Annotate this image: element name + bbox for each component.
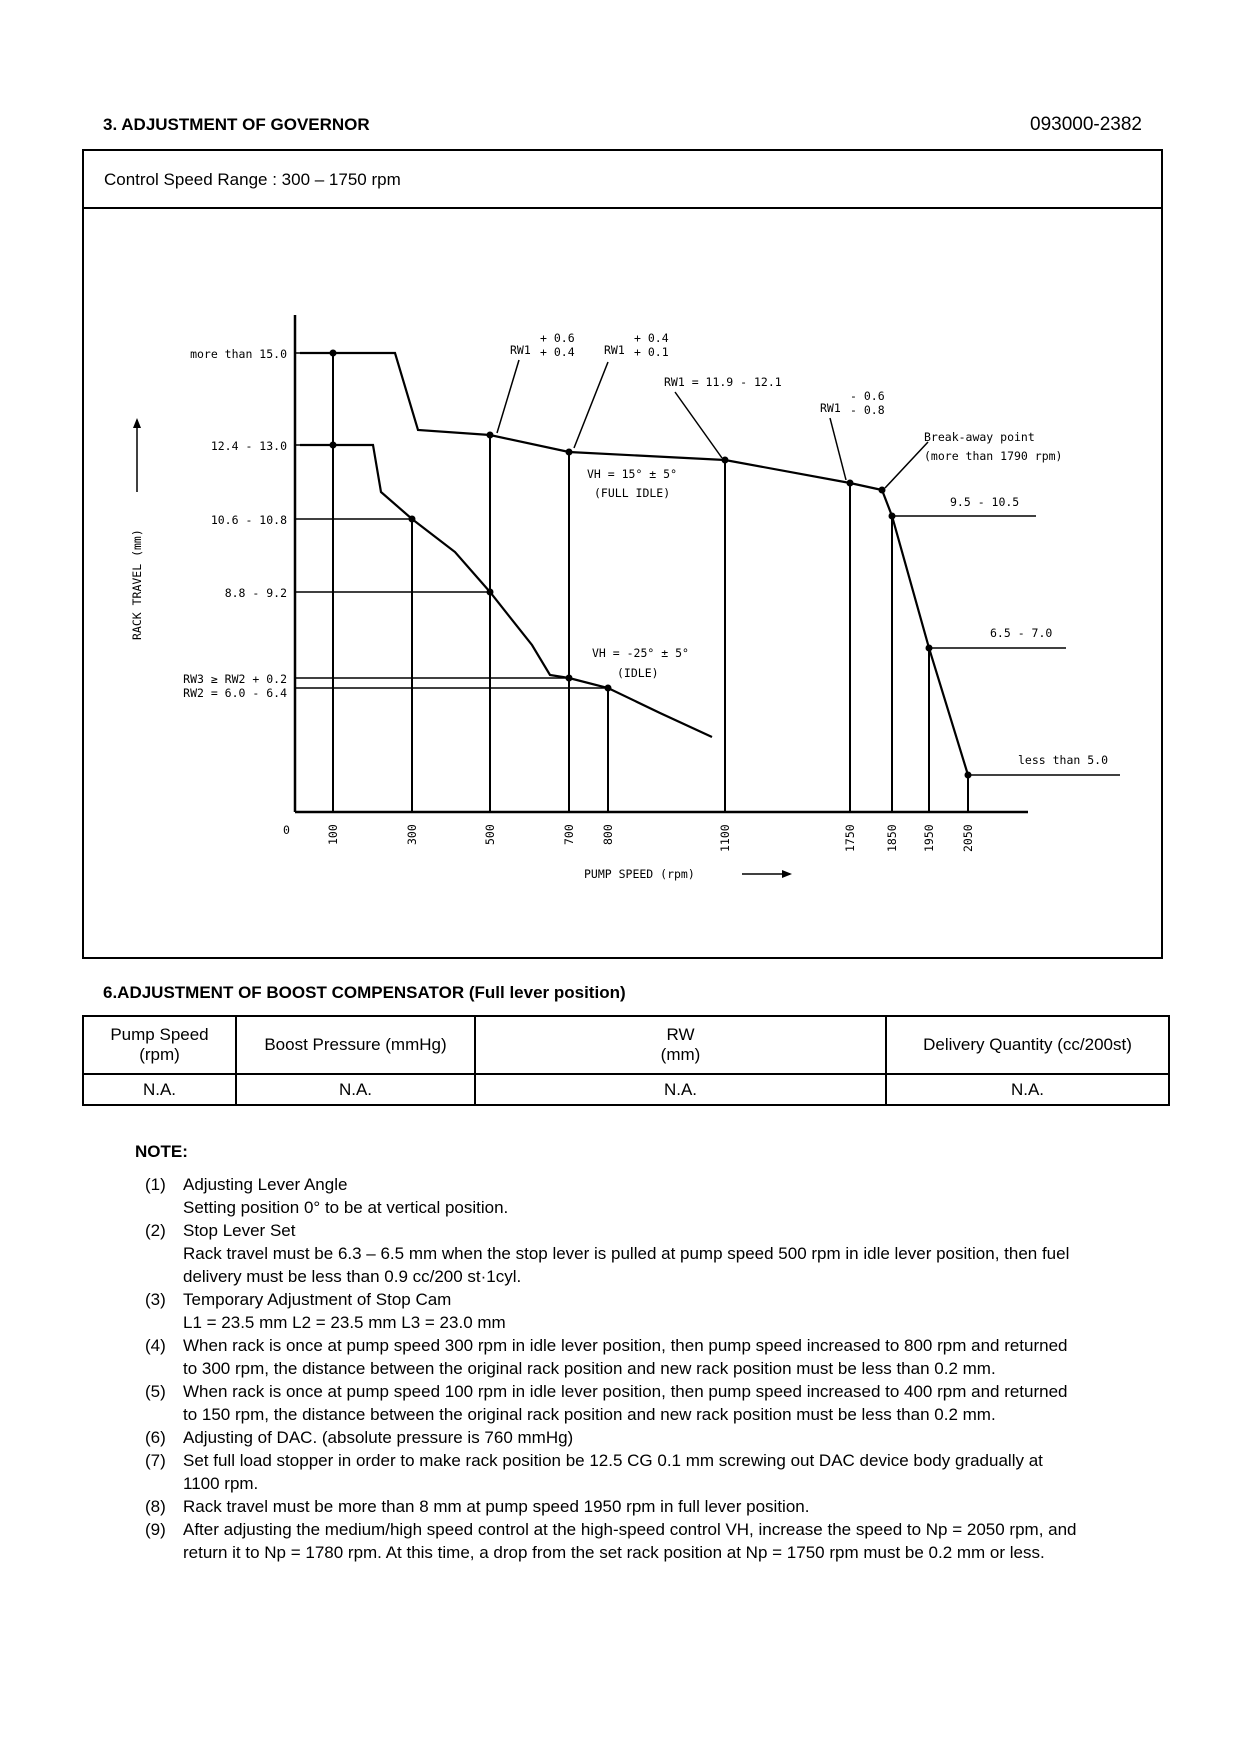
note-line: Stop Lever Set [183,1221,296,1240]
note-number: (4) [145,1336,166,1355]
note-number: (3) [145,1290,166,1309]
header-pump-speed-label: Pump Speed (rpm) [110,1025,209,1064]
annot-rw1-a-upper: + 0.6 [540,331,575,345]
header-delivery-quantity-label: Delivery Quantity (cc/200st) [923,1035,1132,1054]
vertical-lines [333,353,968,812]
annot-vh-full-1: VH = 15° ± 5° [587,467,678,481]
annot-breakaway-1: Break-away point [924,430,1035,444]
y-axis-title: RACK TRAVEL (mm) [130,529,144,640]
x-tick-1100: 1100 [718,824,732,852]
note-line: to 300 rpm, the distance between the original rack position and new rack position must be less than 0.2 mm. [183,1359,996,1378]
note-line: 1100 rpm. [183,1474,259,1493]
note-line: Adjusting of DAC. (absolute pressure is 760 mmHg) [183,1428,574,1447]
note-line: Setting position 0° to be at vertical position. [183,1198,509,1217]
x-axis-title: PUMP SPEED (rpm) [584,867,695,881]
annot-vh-full-2: (FULL IDLE) [594,486,671,500]
note-number: (9) [145,1520,166,1539]
section-title-governor: 3. ADJUSTMENT OF GOVERNOR [103,115,370,134]
section-title-boost: 6.ADJUSTMENT OF BOOST COMPENSATOR (Full lever position) [103,983,626,1002]
note-line: return it to Np = 1780 rpm. At this time, a drop from the set rack position at Np = 1750 rpm must be 0.2 mm or less. [183,1543,1045,1562]
note-line: Set full load stopper in order to make rack position be 12.5 CG 0.1 mm screwing out DAC device body gradually at [183,1451,1043,1470]
note-line: Temporary Adjustment of Stop Cam [183,1290,452,1309]
y-label-12-4: 12.4 - 13.0 [210,439,287,453]
note-line: Adjusting Lever Angle [183,1175,348,1194]
annot-rw1-b-lower: + 0.1 [634,345,669,359]
x-tick-700: 700 [562,824,576,845]
note-number: (2) [145,1221,166,1240]
note-number: (5) [145,1382,166,1401]
note-line: Rack travel must be 6.3 – 6.5 mm when the stop lever is pulled at pump speed 500 rpm in idle lever position, then fuel [183,1244,1070,1263]
annot-rw1-a-lower: + 0.4 [540,345,575,359]
x-tick-1950: 1950 [922,824,936,852]
y-label-more-than-15: more than 15.0 [190,347,287,361]
reference-lines [295,353,1120,775]
note-line: L1 = 23.5 mm L2 = 23.5 mm L3 = 23.0 mm [183,1313,506,1332]
note-line: When rack is once at pump speed 300 rpm in idle lever position, then pump speed increased to 800 rpm and returned [183,1336,1068,1355]
note-number: (6) [145,1428,166,1447]
document-code: 093000-2382 [1030,114,1142,135]
annot-breakaway-2: (more than 1790 rpm) [924,449,1063,463]
header-boost-pressure-label: Boost Pressure (mmHg) [264,1035,447,1054]
note-number: (7) [145,1451,166,1470]
annot-rw1-a-base: RW1 [510,343,531,357]
y-label-rw2: RW2 = 6.0 - 6.4 [183,686,287,700]
x-tick-1850: 1850 [885,824,899,852]
header-rw-label: RW (mm) [660,1025,701,1064]
header-rw [475,1016,886,1074]
note-line: After adjusting the medium/high speed control at the high-speed control VH, increase the speed to Np = 2050 rpm, and [183,1520,1077,1539]
x-tick-800: 800 [601,824,615,845]
note-number: (8) [145,1497,166,1516]
x-tick-0: 0 [283,823,290,837]
note-line: delivery must be less than 0.9 cc/200 st·1cyl. [183,1267,522,1286]
header-boost-pressure [236,1016,475,1074]
x-tick-300: 300 [405,824,419,845]
annot-rw1-c-lower: - 0.8 [850,403,885,417]
x-tick-2050: 2050 [961,824,975,852]
annot-range-65: 6.5 - 7.0 [990,626,1053,640]
table-row [83,1074,1169,1105]
header-delivery-quantity [886,1016,1169,1074]
y-label-rw3: RW3 ≥ RW2 + 0.2 [183,672,287,686]
annot-rw1-c-upper: - 0.6 [850,389,885,403]
cell-rw: N.A. [475,1074,886,1105]
note-line: to 150 rpm, the distance between the original rack position and new rack position must be less than 0.2 mm. [183,1405,996,1424]
boost-table [82,1015,1170,1106]
note-line: Rack travel must be more than 8 mm at pump speed 1950 rpm in full lever position. [183,1497,810,1516]
control-speed-range: Control Speed Range : 300 – 1750 rpm [104,170,401,189]
table-header-row [83,1016,1169,1074]
header-pump-speed [83,1016,236,1074]
cell-pump-speed: N.A. [83,1074,236,1105]
cell-boost-pressure: N.A. [236,1074,475,1105]
y-label-10-6: 10.6 - 10.8 [210,513,287,527]
notes-title: NOTE: [135,1142,188,1161]
annot-less-than-5: less than 5.0 [1018,753,1109,767]
governor-box-divider [82,207,1163,209]
annot-rw1-c-base: RW1 [820,401,841,415]
note-line: When rack is once at pump speed 100 rpm in idle lever position, then pump speed increased to 400 rpm and returned [183,1382,1068,1401]
y-label-8-8: 8.8 - 9.2 [224,586,287,600]
annot-rw1-b-upper: + 0.4 [634,331,669,345]
x-tick-100: 100 [326,824,340,845]
cell-delivery-quantity: N.A. [886,1074,1169,1105]
note-number: (1) [145,1175,166,1194]
annot-rw1-b-base: RW1 [604,343,625,357]
annot-vh-idle-1: VH = -25° ± 5° [592,646,689,660]
x-tick-500: 500 [483,824,497,845]
x-tick-1750: 1750 [843,824,857,852]
governor-chart [120,300,1120,900]
annot-vh-idle-2: (IDLE) [617,666,659,680]
annot-rw1-range: RW1 = 11.9 - 12.1 [664,375,782,389]
annot-range-95: 9.5 - 10.5 [950,495,1020,509]
